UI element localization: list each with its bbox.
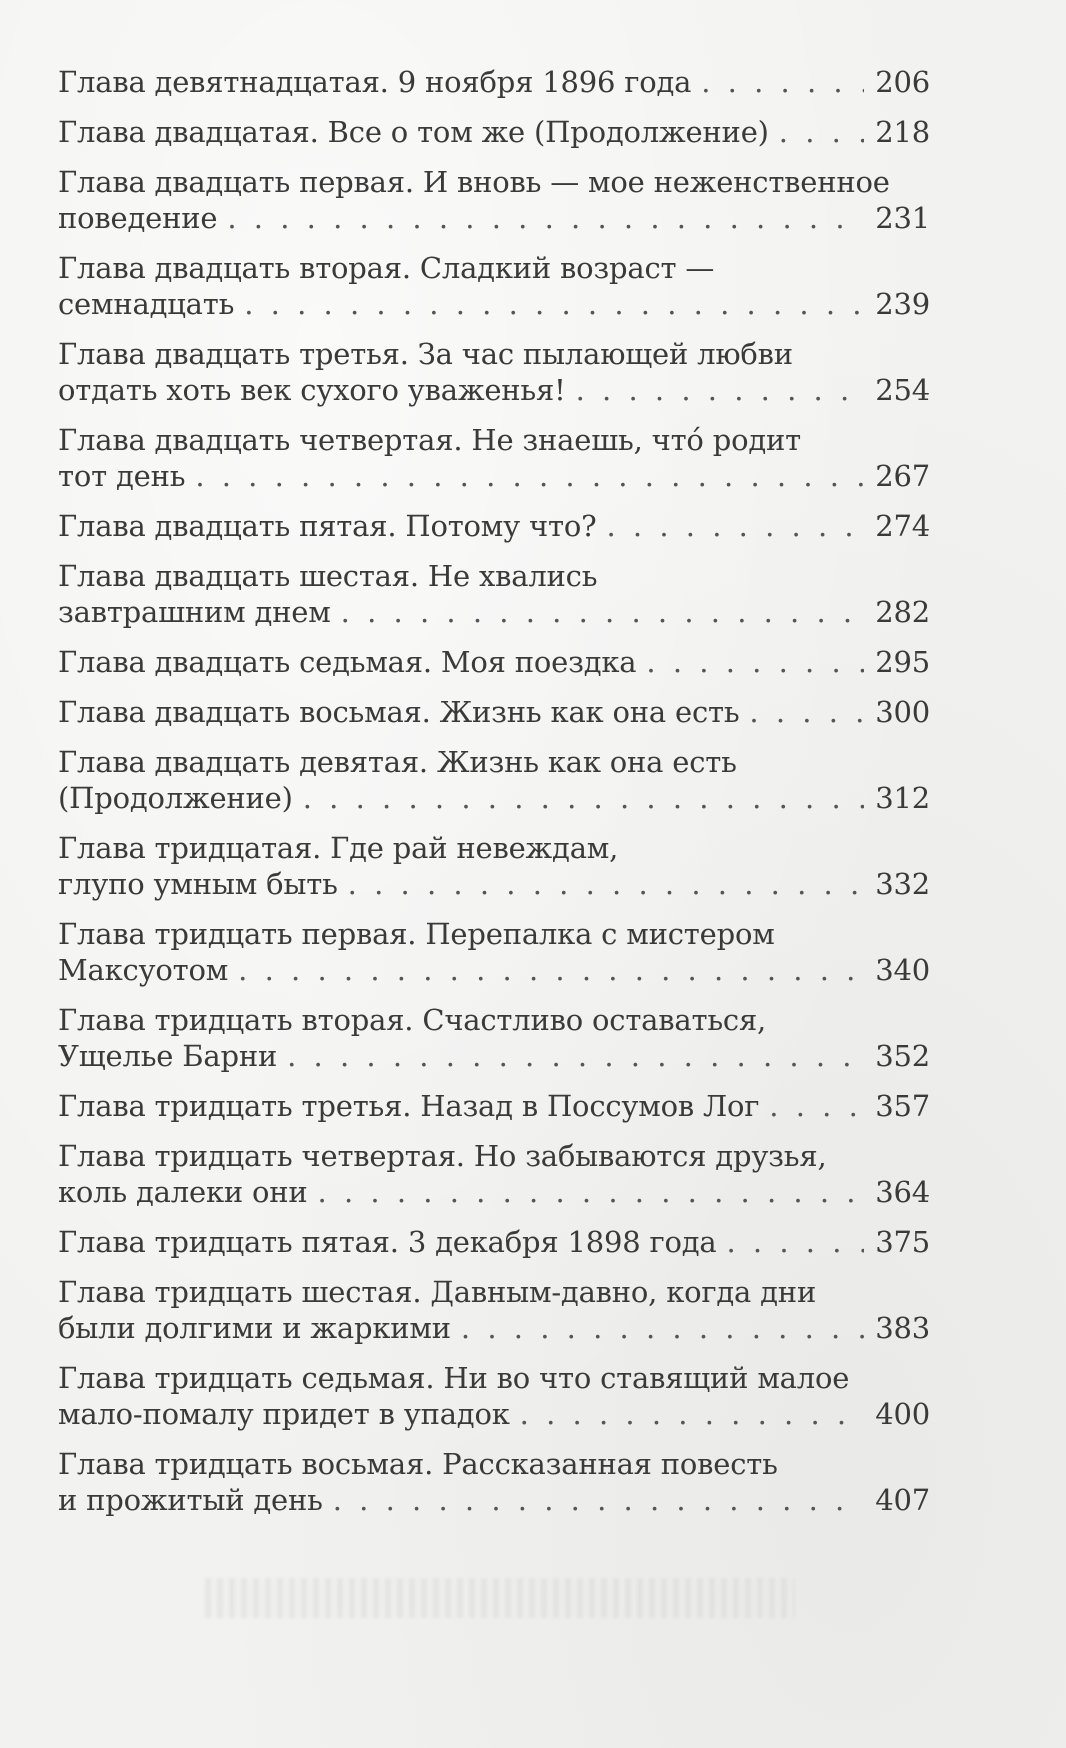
table-of-contents (58, 64, 930, 1532)
toc-entry (58, 336, 930, 408)
toc-entry (58, 1224, 930, 1260)
toc-page-number: 352 (875, 1039, 930, 1073)
toc-entry-title-line: Ущелье Барни (58, 1039, 278, 1073)
toc-entry-last-line (58, 508, 930, 544)
toc-entry-title-line: Глава тридцатая. Где рай невеждам, (58, 831, 619, 865)
toc-entry-last-line (58, 1088, 930, 1124)
toc-entry-title-line: Глава тридцать восьмая. Рассказанная повесть (58, 1447, 778, 1481)
toc-entry (58, 916, 930, 988)
dot-leader (769, 1088, 864, 1124)
toc-entry-title-line: отдать хоть век сухого уваженья! (58, 373, 566, 407)
toc-entry-last-line (58, 1224, 930, 1260)
toc-entry-title-line: поведение (58, 201, 218, 235)
toc-entry-title-line: Глава тридцать третья. Назад в Поссумов Лог (58, 1089, 760, 1123)
toc-page-number: 332 (875, 867, 930, 901)
toc-page-number: 206 (875, 65, 930, 99)
toc-page-number: 239 (875, 287, 930, 321)
dot-leader (520, 1396, 864, 1432)
toc-entry-title-line: Глава тридцать вторая. Счастливо оставаться, (58, 1003, 767, 1037)
toc-page-number: 282 (875, 595, 930, 629)
toc-entry-last-line (58, 64, 930, 100)
toc-entry (58, 1002, 930, 1074)
toc-entry (58, 164, 930, 236)
toc-page-number: 218 (875, 115, 930, 149)
toc-page-number: 254 (875, 373, 930, 407)
bleed-through-smudge (205, 1578, 795, 1618)
toc-entry (58, 1138, 930, 1210)
dot-leader (244, 286, 864, 322)
toc-entry-last-line (58, 114, 930, 150)
toc-entry-title-line: тот день (58, 459, 186, 493)
toc-entry-title-line: Глава тридцать седьмая. Ни во что ставящий малое (58, 1361, 850, 1395)
toc-entry-title-line: Глава девятнадцатая. 9 ноября 1896 года (58, 65, 692, 99)
dot-leader (779, 114, 864, 150)
toc-entry-title-line: Глава двадцать шестая. Не хвались (58, 559, 598, 593)
toc-entry (58, 422, 930, 494)
toc-entry (58, 694, 930, 730)
toc-page-number: 340 (875, 953, 930, 987)
toc-entry (58, 1446, 930, 1518)
toc-entry-title-line: и прожитый день (58, 1483, 323, 1517)
toc-entry-title-line: Глава двадцать третья. За час пылающей любви (58, 337, 793, 371)
toc-entry-last-line (58, 694, 930, 730)
toc-entry-title-line: Глава двадцать пятая. Потому что? (58, 509, 597, 543)
dot-leader (333, 1482, 864, 1518)
toc-page-number: 375 (875, 1225, 930, 1259)
dot-leader (238, 952, 864, 988)
toc-entry-last-line (58, 594, 930, 630)
toc-entry (58, 744, 930, 816)
toc-entry-title-line: Глава двадцать седьмая. Моя поездка (58, 645, 637, 679)
toc-entry-title-line: Глава тридцать шестая. Давным-давно, когда дни (58, 1275, 817, 1309)
toc-entry (58, 1274, 930, 1346)
toc-entry-title-line: глупо умным быть (58, 867, 338, 901)
toc-page-number: 400 (875, 1397, 930, 1431)
toc-page-number: 267 (875, 459, 930, 493)
toc-page-number: 357 (875, 1089, 930, 1123)
dot-leader (576, 372, 864, 408)
toc-entry-title-line: Глава двадцатая. Все о том же (Продолжение) (58, 115, 769, 149)
toc-entry-title-line: (Продолжение) (58, 781, 293, 815)
toc-entry-last-line (58, 286, 930, 322)
toc-entry-title-line: Глава двадцать вторая. Сладкий возраст — (58, 251, 715, 285)
toc-entry-last-line (58, 866, 930, 902)
toc-entry-title-line: Максуотом (58, 953, 229, 987)
toc-entry-last-line (58, 200, 930, 236)
toc-entry-last-line (58, 458, 930, 494)
toc-entry (58, 644, 930, 680)
toc-entry (58, 558, 930, 630)
dot-leader (701, 64, 864, 100)
toc-entry-last-line (58, 644, 930, 680)
toc-entry-title-line: семнадцать (58, 287, 235, 321)
toc-entry (58, 1360, 930, 1432)
toc-entry (58, 250, 930, 322)
toc-page-number: 300 (875, 695, 930, 729)
dot-leader (287, 1038, 864, 1074)
dot-leader (318, 1174, 864, 1210)
dot-leader (646, 644, 864, 680)
toc-entry-title-line: коль далеки они (58, 1175, 308, 1209)
toc-entry-last-line (58, 1482, 930, 1518)
dot-leader (348, 866, 864, 902)
dot-leader (461, 1310, 864, 1346)
toc-entry-title-line: Глава тридцать пятая. 3 декабря 1898 года (58, 1225, 717, 1259)
toc-entry (58, 1088, 930, 1124)
toc-entry (58, 508, 930, 544)
toc-entry (58, 830, 930, 902)
toc-entry-title-line: завтрашним днем (58, 595, 331, 629)
toc-entry-title-line: Глава двадцать первая. И вновь — мое неженственное (58, 165, 890, 199)
toc-page-number: 231 (875, 201, 930, 235)
toc-page-number: 364 (875, 1175, 930, 1209)
toc-page-number: 383 (875, 1311, 930, 1345)
toc-entry-last-line (58, 372, 930, 408)
toc-entry-last-line (58, 1174, 930, 1210)
toc-entry-title-line: Глава двадцать восьмая. Жизнь как она есть (58, 695, 740, 729)
toc-entry-last-line (58, 952, 930, 988)
dot-leader (227, 200, 864, 236)
toc-entry-last-line (58, 1396, 930, 1432)
toc-entry-last-line (58, 1038, 930, 1074)
toc-page-number: 407 (875, 1483, 930, 1517)
toc-entry-title-line: мало-помалу придет в упадок (58, 1397, 510, 1431)
dot-leader (341, 594, 864, 630)
dot-leader (606, 508, 864, 544)
toc-entry-title-line: Глава двадцать девятая. Жизнь как она есть (58, 745, 737, 779)
dot-leader (195, 458, 864, 494)
toc-entry (58, 64, 930, 100)
dot-leader (726, 1224, 864, 1260)
dot-leader (303, 780, 864, 816)
toc-entry-title-line: Глава двадцать четвертая. Не знаешь, что́ родит (58, 423, 801, 457)
toc-entry-title-line: Глава тридцать первая. Перепалка с мистером (58, 917, 775, 951)
toc-entry-last-line (58, 780, 930, 816)
toc-entry-last-line (58, 1310, 930, 1346)
toc-entry (58, 114, 930, 150)
toc-page-number: 274 (875, 509, 930, 543)
toc-entry-title-line: были долгими и жаркими (58, 1311, 451, 1345)
dot-leader (749, 694, 864, 730)
toc-page-number: 295 (875, 645, 930, 679)
toc-entry-title-line: Глава тридцать четвертая. Но забываются друзья, (58, 1139, 827, 1173)
toc-page-number: 312 (875, 781, 930, 815)
